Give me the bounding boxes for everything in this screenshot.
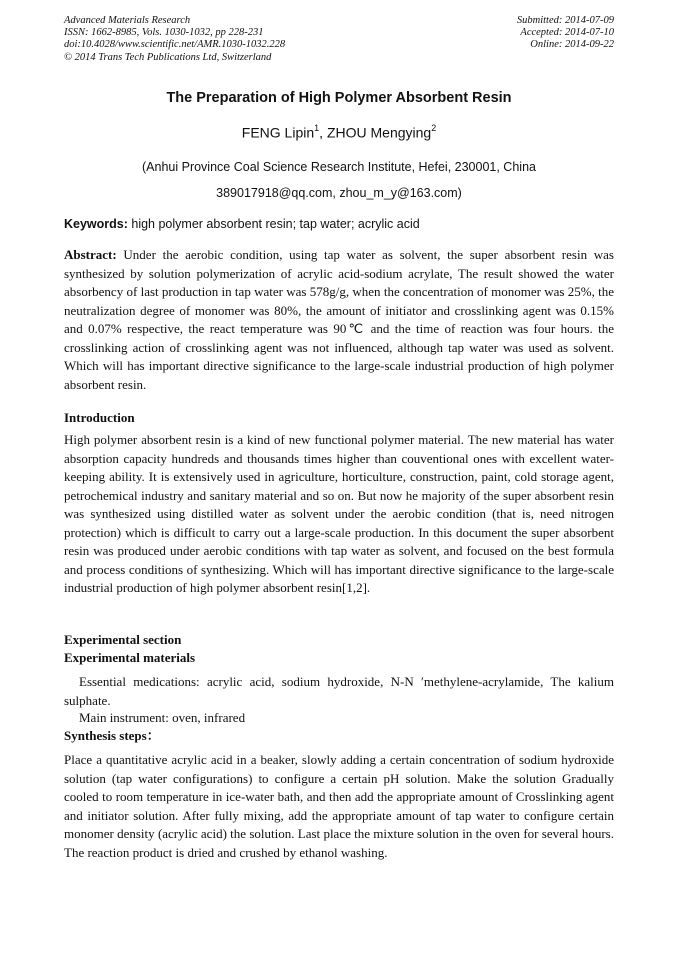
accepted-date: Accepted: 2014-07-10	[520, 27, 614, 39]
abstract-text: Under the aerobic condition, using tap water as solvent, the super absorbent resin was synthesized by solution polymerization of acrylic acid-sodium acrylate, The result showed the water absorbency of last production in tap water was 578g/g, when the concentration of monomer was 25%, the neutralization degree of monomer was 80%, the amount of initiator and crosslinking agent was 0.15% and 0.07% respective, the react temperature was 90℃ and the time of reaction was four hours. the crosslinking action of crosslinking agent was not influenced, although tap water was used as solvent. Which will has important directive significance to the large-scale industrial production of high polymer absorbent resin.	[64, 247, 614, 392]
essential-medications: Essential medications: acrylic acid, sodium hydroxide, N-N ′methylene-acrylamide, The kalium sulphate.	[64, 674, 614, 708]
introduction-paragraph: High polymer absorbent resin is a kind of new functional polymer material. The new material has water absorption capacity hundreds and thousands times higher than couventional ones with excellent water-keeping ability. It is extensively used in agriculture, horticulture, construction, paint, cold storage agent, petrochemical industry and sanitary material and so on. But now he majority of the super absorbent resin was synthesized using distilled water as solvent under the aerobic condition (that is, need nitrogen protection) which is difficult to carry out a large-scale production. In this document the super absorbent resin was produced under aerobic conditions with tap water as solvent, and focused on the best formula and process conditions of synthesizing. Which will has important directive significance to the large-scale industrial production of high polymer absorbent resin[1,2].	[64, 432, 614, 595]
submitted-date: Submitted: 2014-07-09	[516, 15, 614, 26]
journal-name: Advanced Materials Research	[64, 15, 191, 26]
synthesis-steps-heading: Synthesis steps：	[64, 728, 160, 743]
introduction-heading: Introduction	[64, 410, 135, 425]
journal-doi: doi:10.4028/www.scientific.net/AMR.1030-1032.228	[64, 39, 286, 51]
keywords	[64, 217, 624, 231]
author-1-name: FENG Lipin	[241, 124, 315, 141]
journal-copyright: © 2014 Trans Tech Publications Ltd, Switzerland	[64, 51, 272, 63]
author-line	[0, 124, 678, 141]
affiliation-line-2: 389017918@qq.com, zhou_m_y@163.com)	[216, 186, 462, 200]
affiliation-line-1: (Anhui Province Coal Science Research Institute, Hefei, 230001, China	[142, 160, 536, 174]
author-1-sup: 1	[314, 123, 320, 133]
keywords-label: Keywords:	[64, 217, 128, 231]
abstract	[64, 246, 614, 394]
online-date: Online: 2014-09-22	[530, 39, 614, 51]
experimental-section-heading: Experimental section	[64, 632, 182, 647]
keywords-text: high polymer absorbent resin; tap water; acrylic acid	[127, 217, 420, 231]
journal-header-right	[517, 15, 614, 52]
author-2-sup: 2	[431, 123, 437, 133]
author-separator: ,	[319, 124, 327, 141]
experimental-materials-heading: Experimental materials	[64, 650, 196, 665]
journal-issn: ISSN: 1662-8985, Vols. 1030-1032, pp 228-231	[64, 27, 264, 39]
journal-header-left	[64, 15, 285, 64]
paper-title: The Preparation of High Polymer Absorbent Resin	[166, 90, 512, 106]
synthesis-steps-paragraph: Place a quantitative acrylic acid in a beaker, slowly adding a certain concentration of sodium hydroxide solution (tap water configurations) to configure a certain pH solution. Make the solution Gradually cooled to room temperature in ice-water bath, and then add the appropriate amount of Crosslinking agent and initiator solution. After fully mixing, add the appropriate amount of tap water to configure certain monomer density (acrylic acid) the solution. Last place the mixture solution in the oven for several hours. The reaction product is dried and crushed by ethanol washing.	[64, 752, 614, 860]
main-instrument: Main instrument: oven, infrared	[79, 710, 246, 725]
abstract-label: Abstract:	[64, 247, 117, 262]
author-2-name: ZHOU Mengying	[326, 124, 432, 141]
